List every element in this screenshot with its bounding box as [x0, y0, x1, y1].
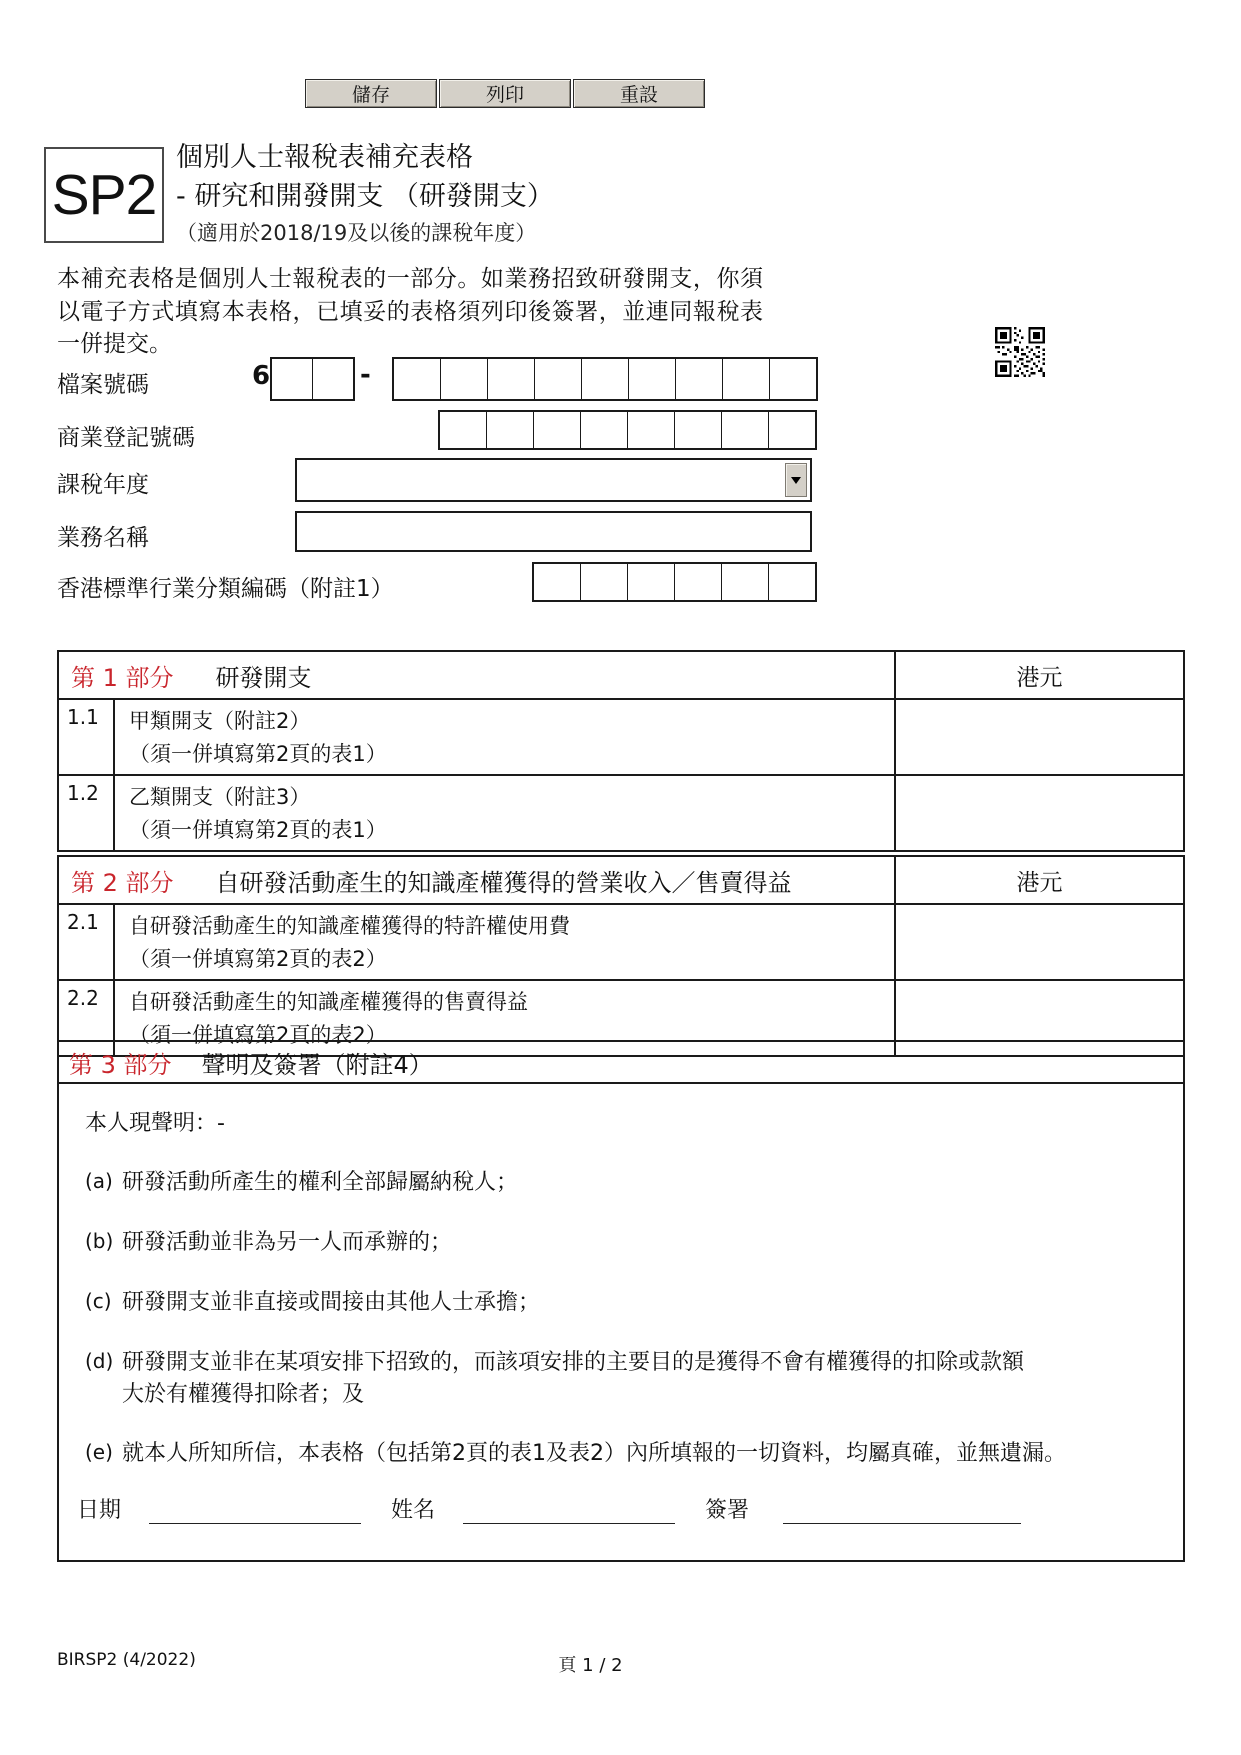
table-row	[59, 905, 1183, 981]
file-number-box-a[interactable]	[270, 357, 355, 401]
signature-row	[77, 1493, 1163, 1524]
declaration-item	[85, 1227, 1095, 1259]
industry-code-label: 香港標準行業分類編碼（附註1）	[57, 576, 394, 602]
char-cell	[533, 412, 580, 448]
form-title-line3: （適用於2018/19及以後的課稅年度）	[176, 220, 537, 245]
amount-input-1-1[interactable]	[894, 700, 1183, 774]
print-button[interactable]: 列印	[439, 79, 571, 108]
file-number-label: 檔案號碼	[57, 372, 149, 398]
table-row	[59, 776, 1183, 850]
char-cell	[674, 412, 721, 448]
item-label: (a)	[85, 1169, 113, 1193]
part1-heading-number: 第 1 部分	[71, 663, 174, 692]
char-cell	[534, 359, 581, 399]
declaration-list	[85, 1106, 1095, 1470]
footer-page-number: 頁 1 / 2	[558, 1655, 623, 1676]
name-label: 姓名	[391, 1498, 436, 1523]
char-cell	[675, 359, 722, 399]
char-cell	[487, 359, 534, 399]
item-label: (d)	[85, 1348, 114, 1373]
char-cell	[768, 412, 815, 448]
item-text-line1: 研發開支並非在某項安排下招致的，而該項安排的主要目的是獲得不會有權獲得的扣除或款額	[122, 1349, 1025, 1375]
item-text-line2: 大於有權獲得扣除者；及	[122, 1381, 365, 1407]
char-cell	[580, 412, 627, 448]
item-desc-line2: （須一併填寫第2頁的表1）	[129, 817, 387, 842]
date-label: 日期	[77, 1498, 122, 1523]
char-cell	[534, 564, 580, 600]
char-cell	[769, 359, 816, 399]
char-cell	[768, 564, 815, 600]
toolbar	[305, 79, 705, 108]
year-of-assessment-label: 課稅年度	[57, 472, 149, 498]
part3-heading-number: 第 3 部分	[69, 1050, 172, 1079]
item-number: 2.1	[59, 905, 115, 979]
char-cell	[721, 564, 768, 600]
item-desc-line1: 乙類開支（附註3）	[129, 785, 311, 810]
part1-heading	[59, 652, 894, 698]
item-desc-line1: 甲類開支（附註2）	[129, 709, 311, 733]
item-desc-line1: 自研發活動產生的知識產權獲得的售賣得益	[129, 990, 528, 1015]
amount-input-1-2[interactable]	[894, 776, 1183, 850]
char-cell	[312, 359, 353, 399]
name-line[interactable]	[463, 1497, 675, 1524]
item-number: 1.1	[59, 700, 115, 774]
part1-currency-header: 港元	[894, 652, 1183, 698]
item-desc-line2: （須一併填寫第2頁的表2）	[129, 1022, 387, 1047]
item-text-line1: 研發活動並非為另一人而承辦的；	[122, 1229, 453, 1255]
brn-box[interactable]	[438, 410, 817, 450]
business-name-label: 業務名稱	[57, 525, 149, 551]
save-button[interactable]: 儲存	[305, 79, 437, 108]
reset-button[interactable]: 重設	[573, 79, 705, 108]
item-text-line1: 研發開支並非直接或間接由其他人士承擔；	[122, 1289, 541, 1315]
chevron-down-icon	[791, 477, 801, 484]
file-number-box-b[interactable]	[392, 357, 818, 401]
item-description	[115, 776, 894, 850]
char-cell	[440, 359, 487, 399]
item-text	[122, 1347, 1024, 1411]
item-text-line1: 研發活動所產生的權利全部歸屬納稅人；	[122, 1170, 519, 1195]
item-description	[115, 905, 894, 979]
declaration-item	[85, 1167, 1095, 1199]
char-cell	[627, 412, 674, 448]
business-name-input[interactable]	[295, 511, 812, 552]
form-title-block	[176, 142, 554, 246]
char-cell	[628, 359, 675, 399]
part3-header-row	[59, 1042, 1183, 1084]
item-description	[115, 700, 894, 774]
form-code-badge	[44, 147, 164, 243]
brn-label: 商業登記號碼	[57, 425, 195, 451]
form-code: SP2	[51, 163, 157, 227]
char-cell	[394, 359, 440, 399]
industry-code-box[interactable]	[532, 562, 817, 602]
part2-heading	[59, 857, 894, 903]
char-cell	[580, 564, 627, 600]
amount-input-2-1[interactable]	[894, 905, 1183, 979]
char-cell	[721, 412, 768, 448]
signature-label: 簽署	[705, 1498, 750, 1523]
char-cell	[581, 359, 628, 399]
footer-form-ref: BIRSP2 (4/2022)	[57, 1650, 196, 1670]
char-cell	[627, 564, 674, 600]
declaration-item	[85, 1347, 1095, 1411]
item-text	[122, 1227, 452, 1259]
char-cell	[486, 412, 533, 448]
item-number: 1.2	[59, 776, 115, 850]
item-label: (c)	[85, 1288, 112, 1313]
date-line[interactable]	[149, 1497, 361, 1524]
item-text-line1: 就本人所知所信，本表格（包括第2頁的表1及表2）內所填報的一切資料，均屬真確，並無遺漏。	[122, 1441, 1066, 1467]
year-of-assessment-select[interactable]	[295, 458, 812, 502]
part2-currency-header: 港元	[894, 857, 1183, 903]
item-desc-line2: （須一併填寫第2頁的表1）	[129, 741, 387, 766]
char-cell	[722, 359, 769, 399]
table-row	[59, 700, 1183, 776]
file-number-prefix: 6	[252, 361, 271, 391]
qr-code	[995, 327, 1045, 377]
declaration-intro: 本人現聲明：-	[85, 1111, 225, 1136]
item-desc-line1: 自研發活動產生的知識產權獲得的特許權使用費	[129, 914, 570, 938]
part2-table	[57, 855, 1185, 1057]
part3-heading-title: 聲明及簽署（附註4）	[201, 1050, 433, 1079]
part3-declaration-box	[57, 1040, 1185, 1562]
char-cell	[440, 412, 486, 448]
form-title-line1: 個別人士報稅表補充表格	[176, 142, 473, 173]
item-label: (b)	[85, 1228, 114, 1253]
part1-header-row	[59, 652, 1183, 700]
declaration-item	[85, 1438, 1095, 1470]
char-cell	[272, 359, 312, 399]
part2-header-row	[59, 857, 1183, 905]
intro-paragraph: 本補充表格是個別人士報稅表的一部分。如業務招致研發開支，你須以電子方式填寫本表格，已填妥的表格須列印後簽署，並連同報稅表一併提交。	[57, 266, 763, 358]
part1-table	[57, 650, 1185, 852]
item-text	[122, 1287, 540, 1319]
part2-heading-number: 第 2 部分	[71, 868, 174, 897]
item-text	[122, 1438, 1066, 1470]
item-desc-line2: （須一併填寫第2頁的表2）	[129, 946, 387, 971]
item-number: 2.2	[59, 981, 115, 1055]
form-title-line2: - 研究和開發開支 （研發開支）	[176, 181, 554, 213]
declaration-item	[85, 1287, 1095, 1319]
part2-heading-title: 自研發活動產生的知識產權獲得的營業收入／售賣得益	[215, 868, 792, 897]
year-dropdown-button[interactable]	[785, 463, 807, 497]
item-text	[122, 1167, 518, 1199]
char-cell	[674, 564, 721, 600]
item-label: (e)	[85, 1440, 113, 1465]
file-number-separator: -	[360, 360, 371, 390]
part1-heading-title: 研發開支	[215, 663, 312, 692]
signature-line[interactable]	[783, 1497, 1021, 1524]
